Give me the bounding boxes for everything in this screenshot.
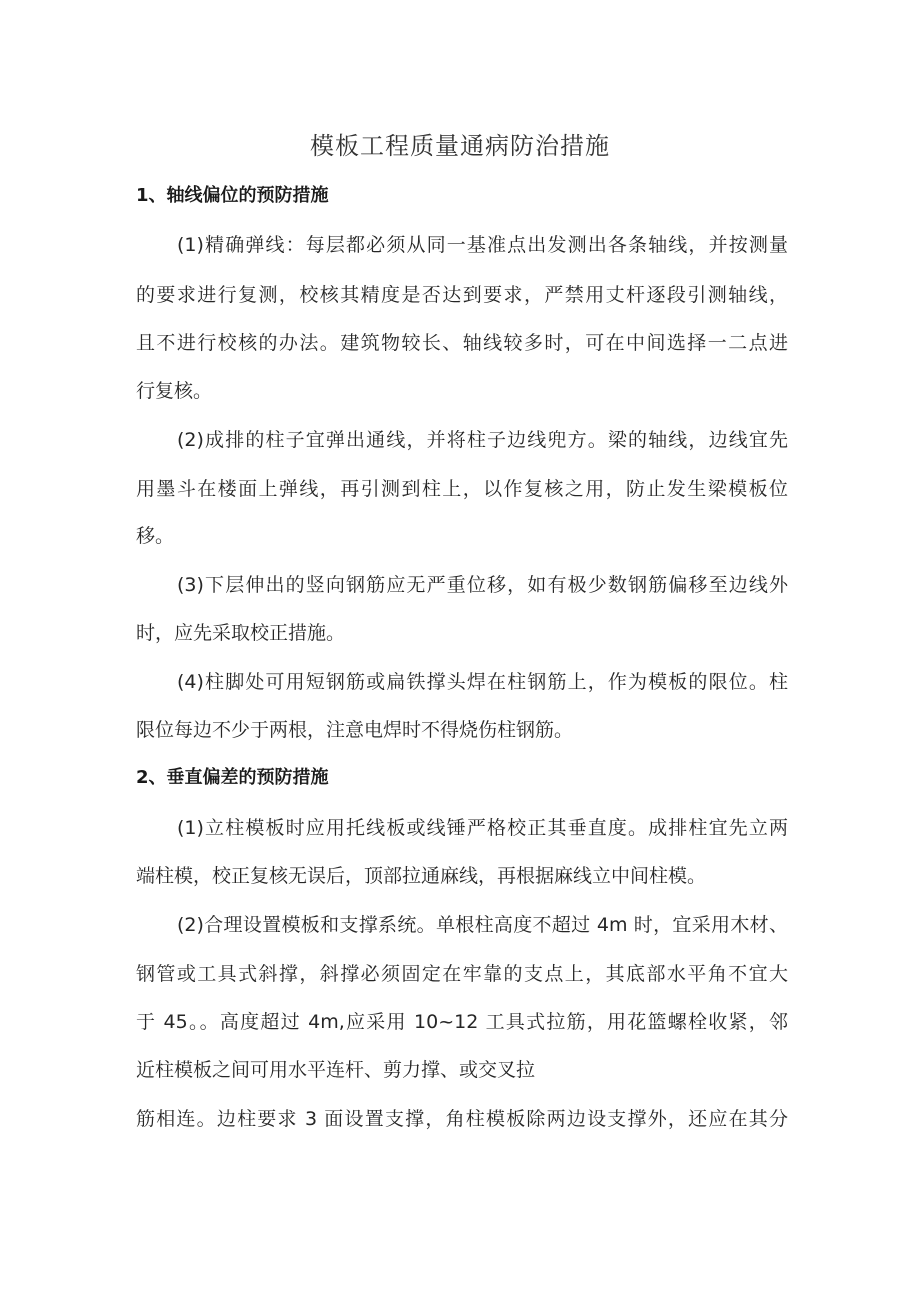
text-line: 端柱模，校正复核无误后，顶部拉通麻线，再根据麻线立中间柱模。 [136,865,707,887]
text-line: (1)精确弹线：每层都必须从同一基准点出发测出各条轴线，并按测量 [177,234,788,256]
text-line: (2)合理设置模板和支撑系统。单根柱高度不超过 4m 时，宜采用木材、 [177,914,788,936]
text-line: 筋相连。边柱要求 3 面设置支撑，角柱模板除两边设支撑外，还应在其分 [136,1108,788,1130]
text-line: 时，应先采取校正措施。 [136,622,346,644]
text-line: (3)下层伸出的竖向钢筋应无严重位移，如有极少数钢筋偏移至边线外 [177,574,788,596]
text-line: 的要求进行复测，校核其精度是否达到要求，严禁用丈杆逐段引测轴线， [136,284,788,306]
text-line: (2)成排的柱子宜弹出通线，并将柱子边线兜方。梁的轴线，边线宜先 [177,429,788,451]
text-line: 且不进行校核的办法。建筑物较长、轴线较多时，可在中间选择一二点进 [136,332,788,354]
page-title: 模板工程质量通病防治措施 [310,132,610,160]
text-line: (4)柱脚处可用短钢筋或扁铁撑头焊在柱钢筋上，作为模板的限位。柱 [177,671,788,693]
text-line: 用墨斗在楼面上弹线，再引测到柱上，以作复核之用，防止发生梁模板位 [136,478,788,500]
text-line: (1)立柱模板时应用托线板或线锤严格校正其垂直度。成排柱宜先立两 [177,817,788,839]
text-line: 限位每边不少于两根，注意电焊时不得烧伤柱钢筋。 [136,719,574,741]
section-heading-1: 1、轴线偏位的预防措施 [136,185,329,206]
text-line: 钢管或工具式斜撑，斜撑必须固定在牢靠的支点上，其底部水平角不宜大 [136,963,788,985]
text-line: 于 45。。高度超过 4m,应采用 10~12 工具式拉筋，用花篮螺栓收紧，邻 [136,1011,788,1033]
text-line: 移。 [136,525,175,547]
text-line: 行复核。 [136,380,213,402]
text-line: 近柱模板之间可用水平连杆、剪力撑、或交叉拉 [136,1059,536,1081]
section-heading-2: 2、垂直偏差的预防措施 [136,767,329,788]
